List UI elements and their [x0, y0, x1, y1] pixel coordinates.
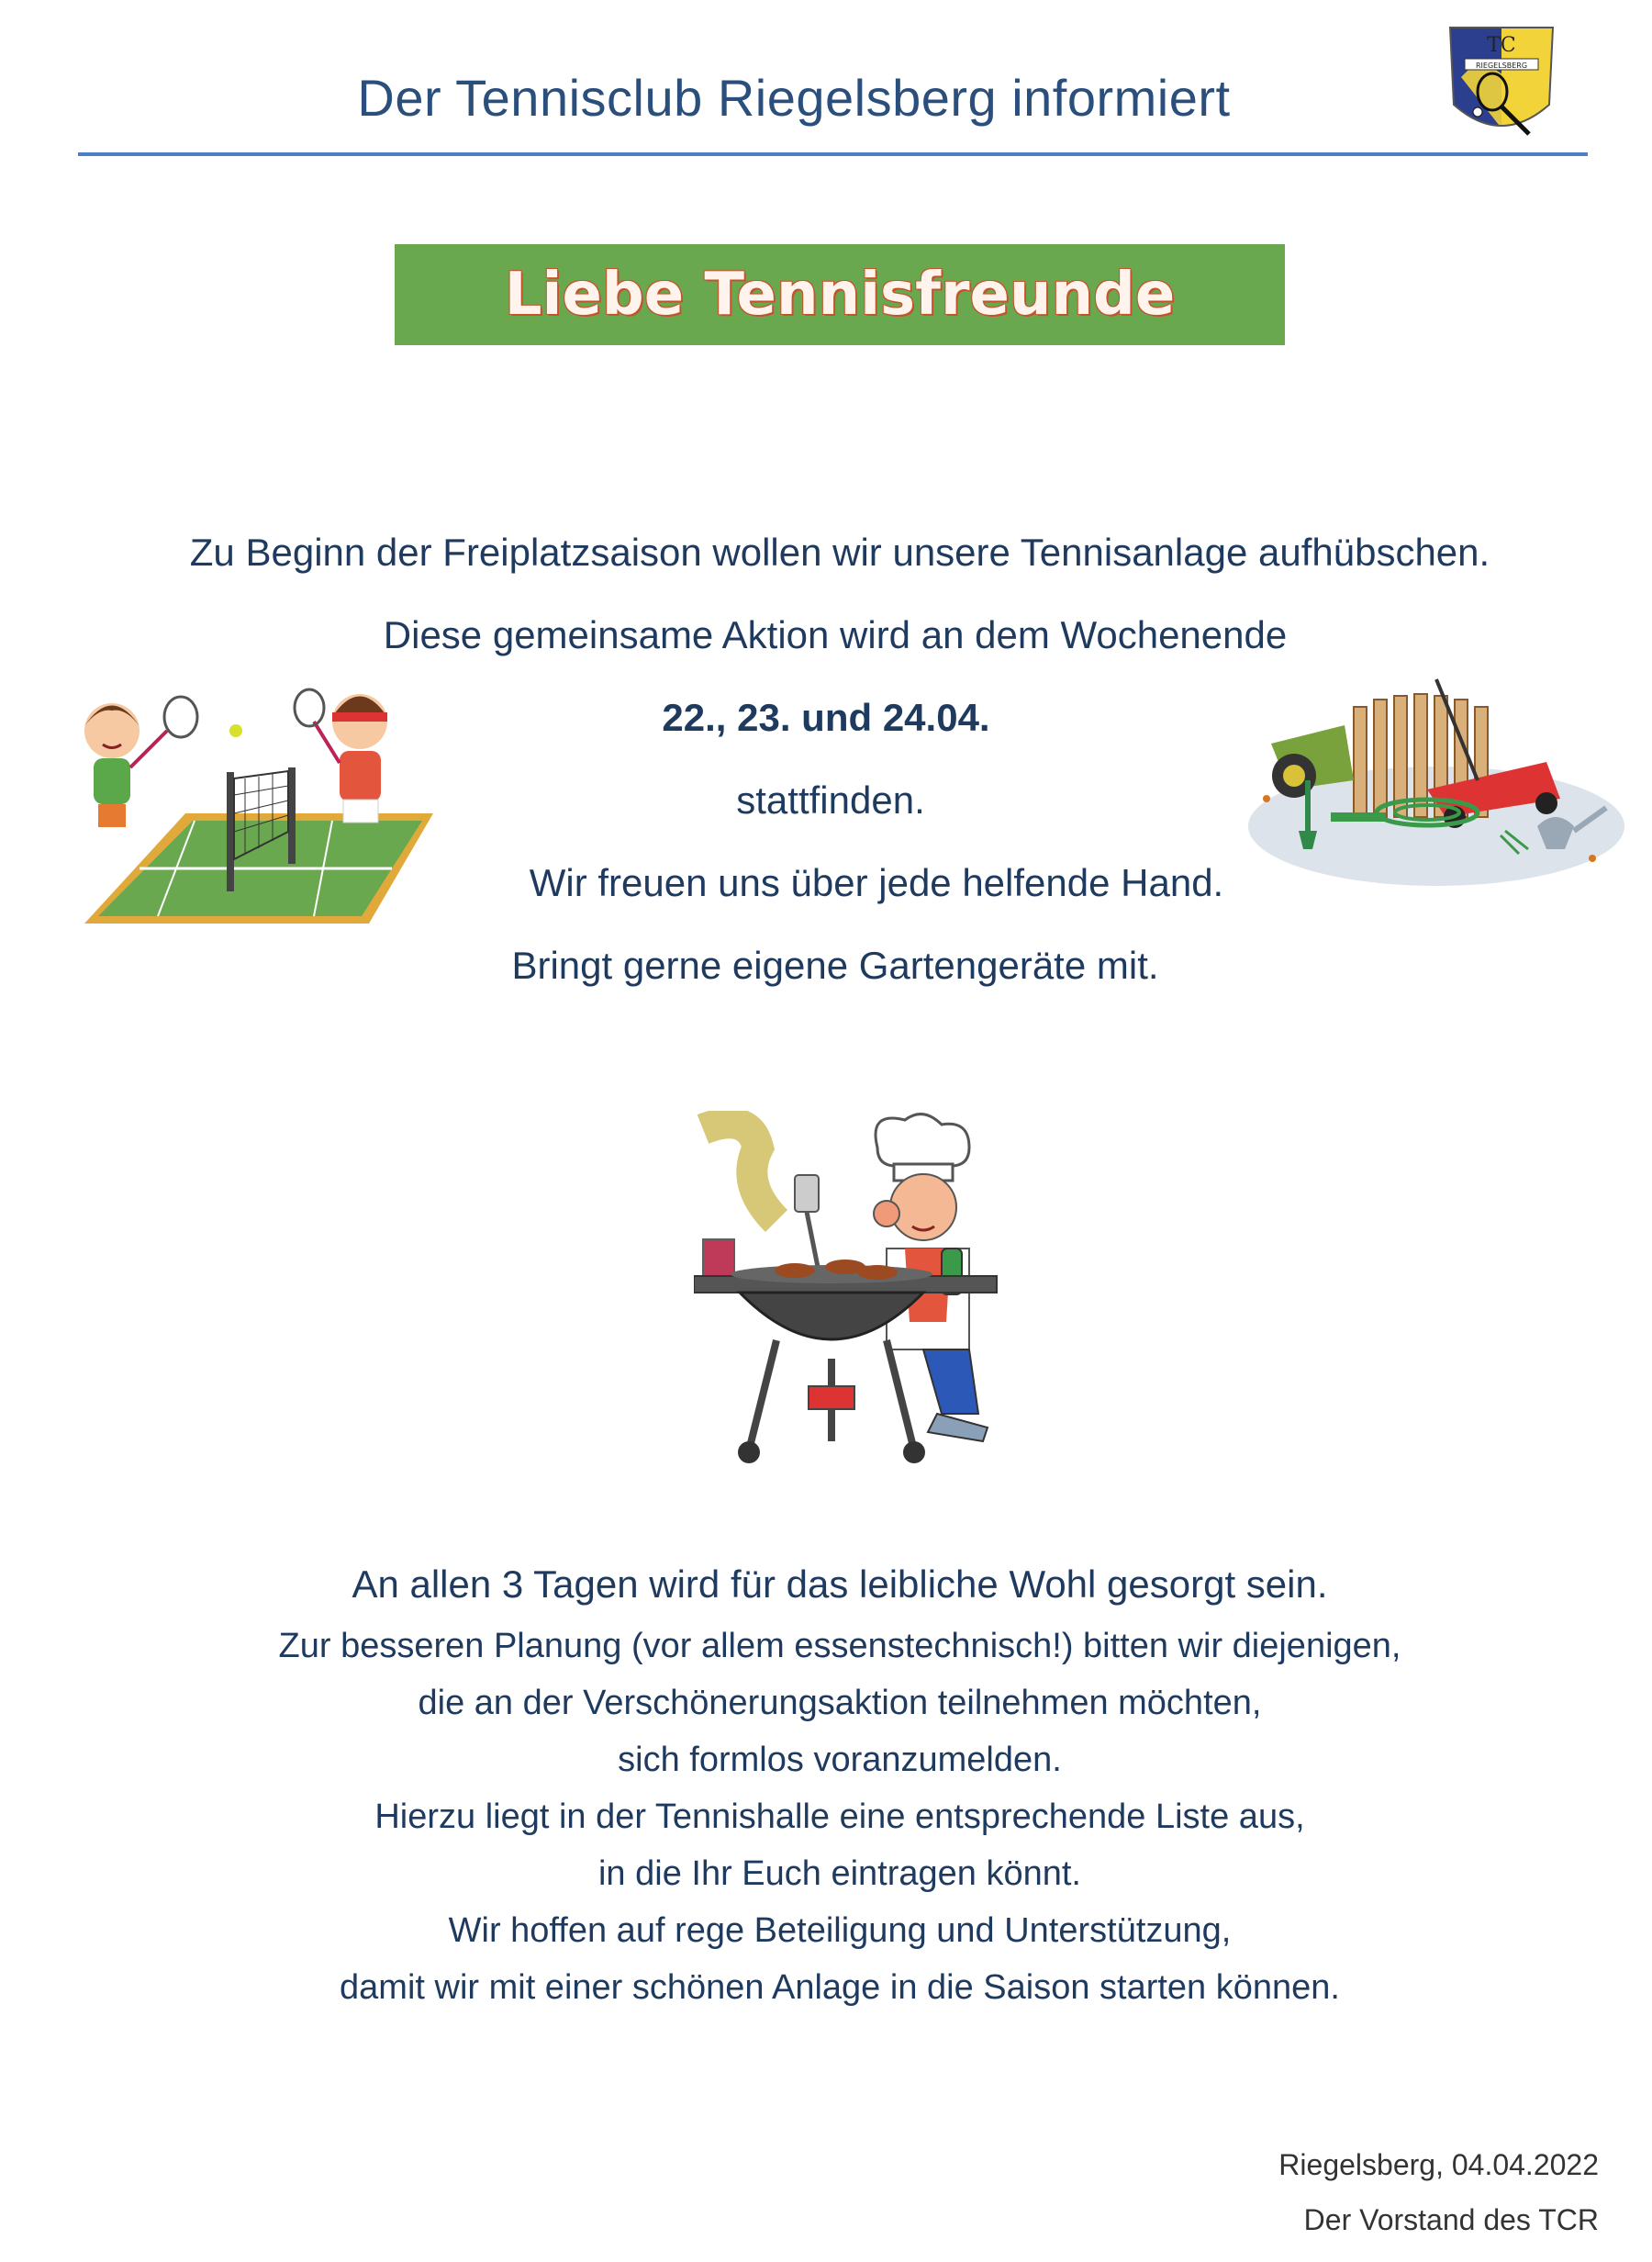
signer: Der Vorstand des TCR — [1303, 2203, 1599, 2236]
event-dates: 22., 23. und 24.04. — [662, 696, 990, 739]
tennis-kids-illustration — [48, 676, 442, 942]
announcement-line-2: Diese gemeinsame Aktion wird an dem Wochenende — [383, 613, 1288, 656]
announcement-line-1: Zu Beginn der Freiplatzsaison wollen wir unsere Tennisanlage aufhübschen. — [189, 531, 1490, 574]
food-line-4: Hierzu liegt in der Tennishalle eine entsprechende Liste aus, — [374, 1797, 1305, 1836]
food-line-6: Wir hoffen auf rege Beteiligung und Unterstützung, — [448, 1911, 1232, 1950]
banner-title: Liebe Tennisfreunde — [504, 261, 1176, 329]
announcement-line-5: Wir freuen uns über jede helfende Hand. — [529, 861, 1224, 904]
svg-text:RIEGELSBERG: RIEGELSBERG — [1475, 62, 1528, 70]
place-date: Riegelsberg, 04.04.2022 — [1278, 2148, 1599, 2181]
announcement-line-6: Bringt gerne eigene Gartengeräte mit. — [511, 944, 1159, 987]
svg-text:TC: TC — [1487, 34, 1516, 57]
garden-tools-illustration — [1244, 670, 1629, 890]
greeting-banner — [395, 244, 1285, 345]
bbq-chef-illustration — [694, 1111, 1024, 1469]
club-logo — [1443, 22, 1560, 147]
food-line-7: damit wir mit einer schönen Anlage in die Saison starten können. — [340, 1968, 1340, 2007]
food-line-1: Zur besseren Planung (vor allem essenstechnisch!) bitten wir diejenigen, — [278, 1627, 1401, 1665]
food-headline: An allen 3 Tagen wird für das leibliche Wohl gesorgt sein. — [352, 1562, 1328, 1606]
header-title: Der Tennisclub Riegelsberg informiert — [357, 69, 1231, 127]
announcement-line-4: stattfinden. — [736, 778, 925, 822]
header-divider — [78, 152, 1588, 156]
food-line-2: die an der Verschönerungsaktion teilnehmen möchten, — [418, 1684, 1262, 1722]
food-line-5: in die Ihr Euch eintragen könnt. — [597, 1854, 1081, 1893]
food-line-3: sich formlos voranzumelden. — [618, 1741, 1062, 1779]
